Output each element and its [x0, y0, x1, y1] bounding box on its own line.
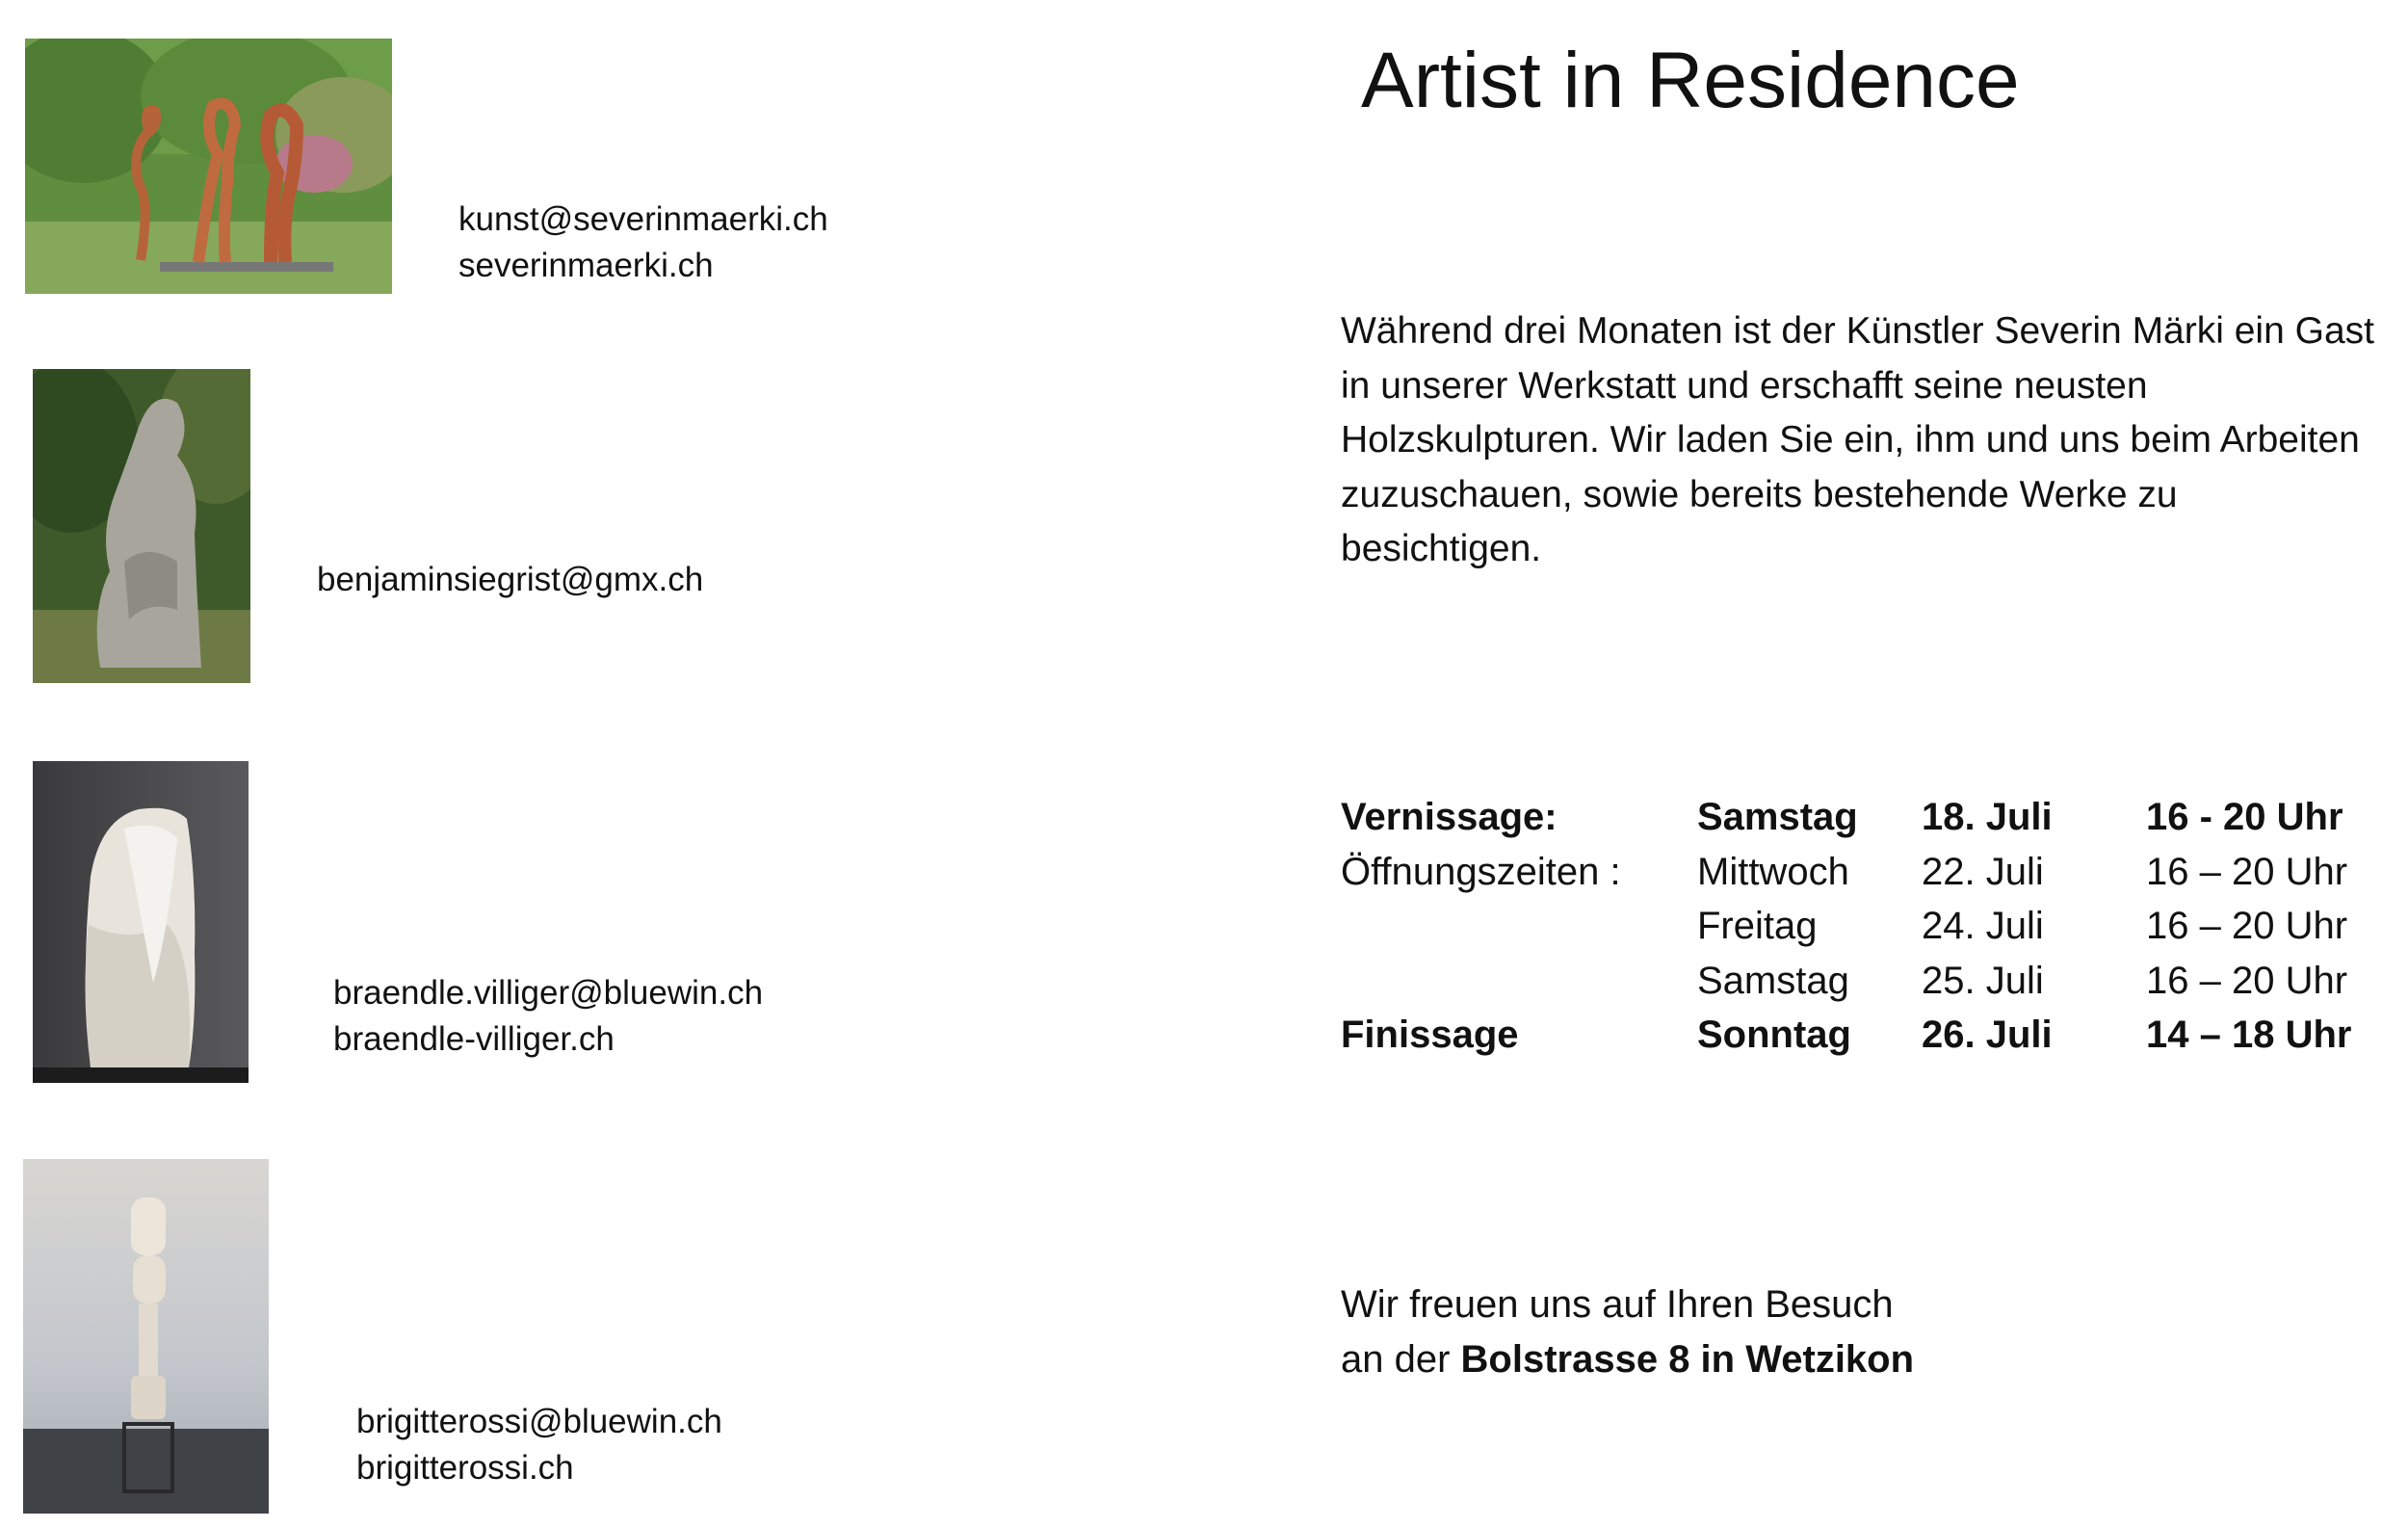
footer-prefix: an der	[1341, 1337, 1461, 1381]
schedule-date: 25. Juli	[1922, 959, 2044, 1002]
sculpture-photo-benjamin	[33, 369, 250, 683]
schedule-day: Sonntag	[1697, 1014, 1851, 1056]
contact-braendle	[333, 970, 763, 1063]
invitation-footer	[1341, 1278, 1914, 1386]
schedule-time: 16 – 20 Uhr	[2146, 905, 2348, 947]
intro-paragraph: Während drei Monaten ist der Künstler Severin Märki ein Gast in unserer Werkstatt und erschafft seine neusten Holzskulpturen. Wir laden Sie ein, ihm und uns beim Arbeiten zuzuschauen, sowie bereits bestehende Werke zu besichtigen.	[1341, 310, 2374, 569]
schedule-day: Samstag	[1697, 796, 1858, 838]
schedule-time: 16 - 20 Uhr	[2146, 796, 2343, 838]
schedule-day: Freitag	[1697, 905, 1818, 947]
schedule-date: 24. Juli	[1922, 905, 2044, 947]
schedule-label: Finissage	[1341, 1014, 1519, 1056]
website-link[interactable]: severinmaerki.ch	[458, 247, 714, 284]
contact-brigitte	[356, 1399, 722, 1491]
schedule-label: Öffnungszeiten :	[1341, 850, 1621, 893]
schedule-day: Samstag	[1697, 959, 1849, 1002]
schedule-date: 18. Juli	[1922, 796, 2053, 838]
sculpture-photo-severin	[25, 39, 392, 294]
footer-line-2	[1341, 1332, 1914, 1387]
schedule-time: 14 – 18 Uhr	[2146, 1014, 2352, 1056]
email-link[interactable]: kunst@severinmaerki.ch	[458, 200, 828, 238]
email-link[interactable]: benjaminsiegrist@gmx.ch	[317, 561, 704, 598]
schedule-time: 16 – 20 Uhr	[2146, 959, 2348, 1002]
footer-line-1: Wir freuen uns auf Ihren Besuch	[1341, 1283, 1894, 1326]
email-link[interactable]: braendle.villiger@bluewin.ch	[333, 974, 764, 1012]
schedule-day: Mittwoch	[1697, 850, 1849, 893]
schedule-date: 26. Juli	[1922, 1014, 2053, 1056]
page-title: Artist in Residence	[1361, 37, 2020, 124]
address: Bolstrasse 8 in Wetzikon	[1460, 1337, 1915, 1381]
contact-benjamin	[317, 557, 703, 603]
schedule-time: 16 – 20 Uhr	[2146, 850, 2348, 893]
contact-severin	[458, 197, 828, 289]
sculpture-photo-brigitte	[23, 1159, 269, 1514]
website-link[interactable]: brigitterossi.ch	[356, 1449, 574, 1487]
sculpture-photo-braendle	[33, 761, 249, 1083]
schedule-label: Vernissage:	[1341, 796, 1557, 838]
website-link[interactable]: braendle-villiger.ch	[333, 1020, 615, 1058]
email-link[interactable]: brigitterossi@bluewin.ch	[356, 1403, 722, 1440]
schedule-date: 22. Juli	[1922, 850, 2044, 893]
